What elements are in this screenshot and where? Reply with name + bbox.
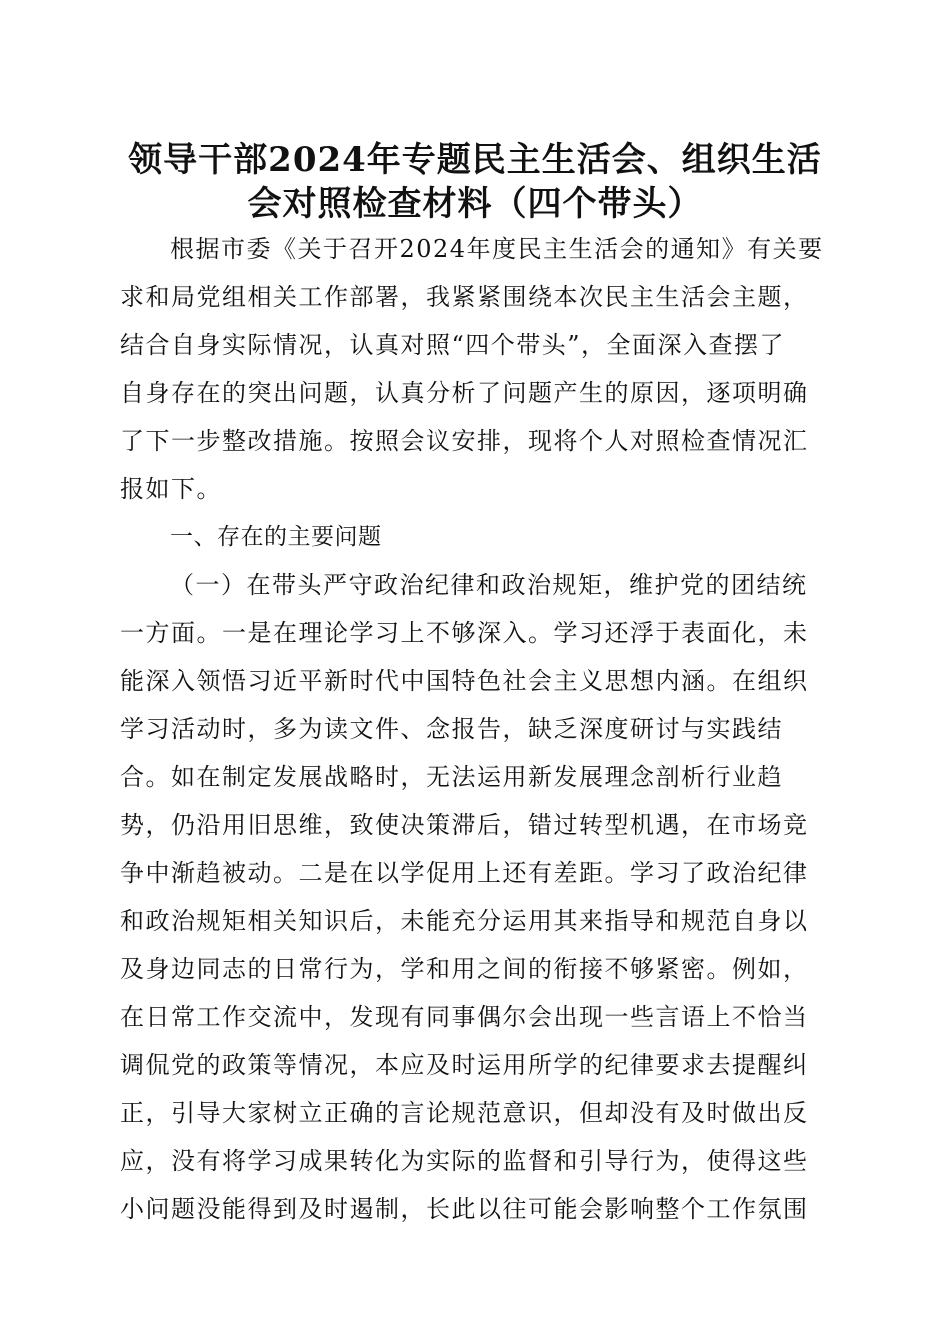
paragraph-line: 结合自身实际情况，认真对照“四个带头”，全面深入查摆了 — [120, 331, 786, 359]
document-title — [100, 138, 850, 226]
paragraph-line: 合。如在制定发展战略时，无法运用新发展理念剖析行业趋 — [120, 763, 783, 791]
paragraph-line: 正，引导大家树立正确的言论规范意识，但却没有及时做出反 — [120, 1099, 809, 1127]
paragraph-line: 了下一步整改措施。按照会议安排，现将个人对照检查情况汇 — [120, 427, 809, 455]
paragraph-line: 应，没有将学习成果转化为实际的监督和引导行为，使得这些 — [120, 1147, 809, 1175]
document-body — [120, 225, 832, 1233]
paragraph-line: 报如下。 — [120, 475, 222, 503]
title-line: 会对照检查材料（四个带头） — [247, 184, 703, 224]
paragraph-line: 在日常工作交流中，发现有同事偶尔会出现一些言语上不恰当 — [120, 1003, 809, 1031]
paragraph-line: 和政治规矩相关知识后，未能充分运用其来指导和规范自身以 — [120, 907, 809, 935]
paragraph-line: 调侃党的政策等情况，本应及时运用所学的纪律要求去提醒纠 — [120, 1051, 809, 1079]
paragraph-line: 争中渐趋被动。二是在以学促用上还有差距。学习了政治纪律 — [120, 859, 809, 887]
paragraph-line: 势，仍沿用旧思维，致使决策滞后，错过转型机遇，在市场竞 — [120, 811, 809, 839]
section-heading: 一、存在的主要问题 — [170, 524, 382, 550]
paragraph-line: 根据市委《关于召开2024年度民主生活会的通知》有关要 — [170, 235, 824, 263]
section-paragraph — [120, 561, 832, 1233]
paragraph-line: 能深入领悟习近平新时代中国特色社会主义思想内涵。在组织 — [120, 667, 809, 695]
paragraph-line: （一）在带头严守政治纪律和政治规矩，维护党的团结统 — [170, 571, 808, 599]
paragraph-line: 求和局党组相关工作部署，我紧紧围绕本次民主生活会主题， — [120, 283, 809, 311]
paragraph-line: 学习活动时，多为读文件、念报告，缺乏深度研讨与实践结 — [120, 715, 783, 743]
paragraph-line: 自身存在的突出问题，认真分析了问题产生的原因，逐项明确 — [120, 379, 809, 407]
paragraph-line: 小问题没能得到及时遏制，长此以往可能会影响整个工作氛围 — [120, 1195, 809, 1223]
intro-paragraph — [120, 225, 832, 513]
paragraph-line: 一方面。一是在理论学习上不够深入。学习还浮于表面化，未 — [120, 619, 809, 647]
paragraph-line: 及身边同志的日常行为，学和用之间的衔接不够紧密。例如， — [120, 955, 809, 983]
title-line: 领导干部2024年专题民主生活会、组织生活 — [128, 140, 822, 180]
